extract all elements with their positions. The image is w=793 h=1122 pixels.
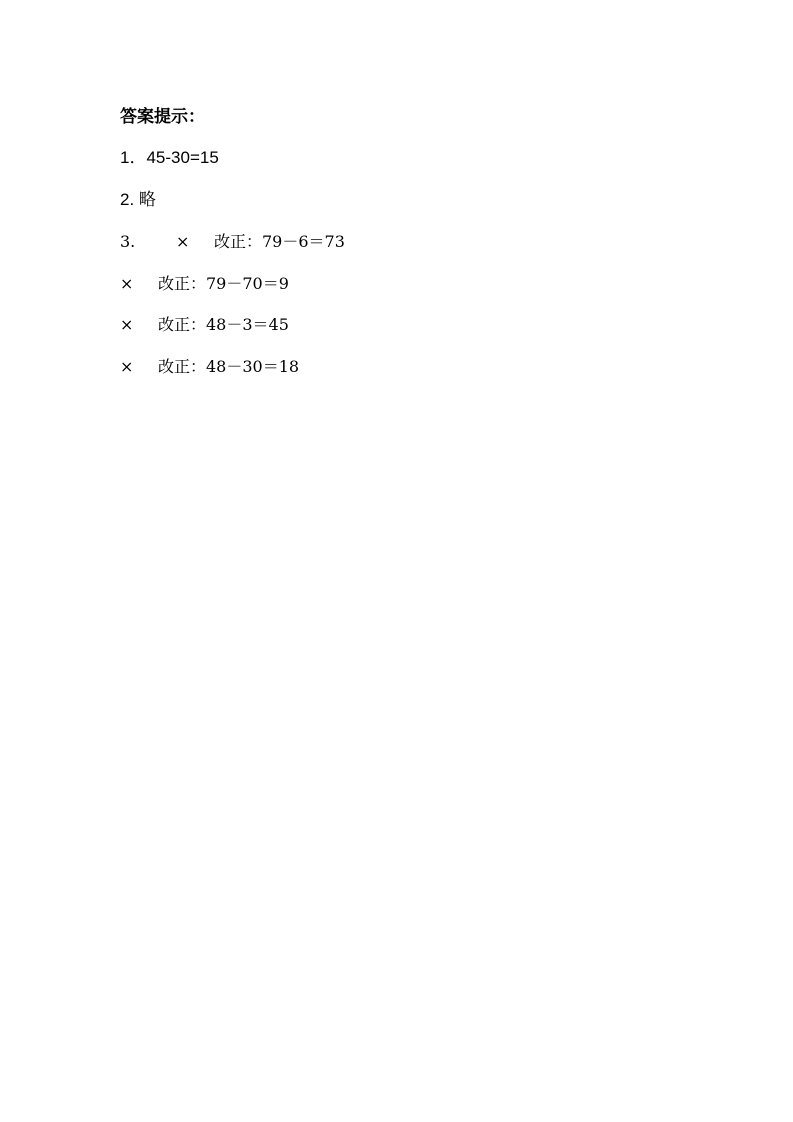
answer-3-item-2	[120, 274, 289, 294]
wrong-mark-icon: ×	[176, 232, 190, 251]
answer-1-text: 45-30=15	[146, 148, 219, 167]
answer-2-number: 2.	[120, 190, 135, 209]
answer-3-number: 3.	[120, 232, 136, 251]
wrong-mark-icon: ×	[120, 274, 134, 293]
correction-text: 改正：48－30＝18	[158, 357, 300, 376]
answer-2-text: 略	[138, 190, 156, 209]
answer-3-item-3	[120, 315, 289, 335]
answer-1-number: 1．	[120, 148, 147, 167]
correction-text: 改正：79－6＝73	[214, 232, 345, 251]
wrong-mark-icon: ×	[120, 315, 134, 334]
answer-3-item-4	[120, 357, 299, 377]
answer-hints-heading: 答案提示：	[120, 107, 205, 127]
correction-text: 改正：79－70＝9	[158, 274, 289, 293]
answer-3-item-1	[120, 232, 345, 252]
answer-1	[120, 148, 219, 168]
wrong-mark-icon: ×	[120, 357, 134, 376]
correction-text: 改正：48－3＝45	[158, 315, 289, 334]
answer-2	[120, 190, 156, 210]
